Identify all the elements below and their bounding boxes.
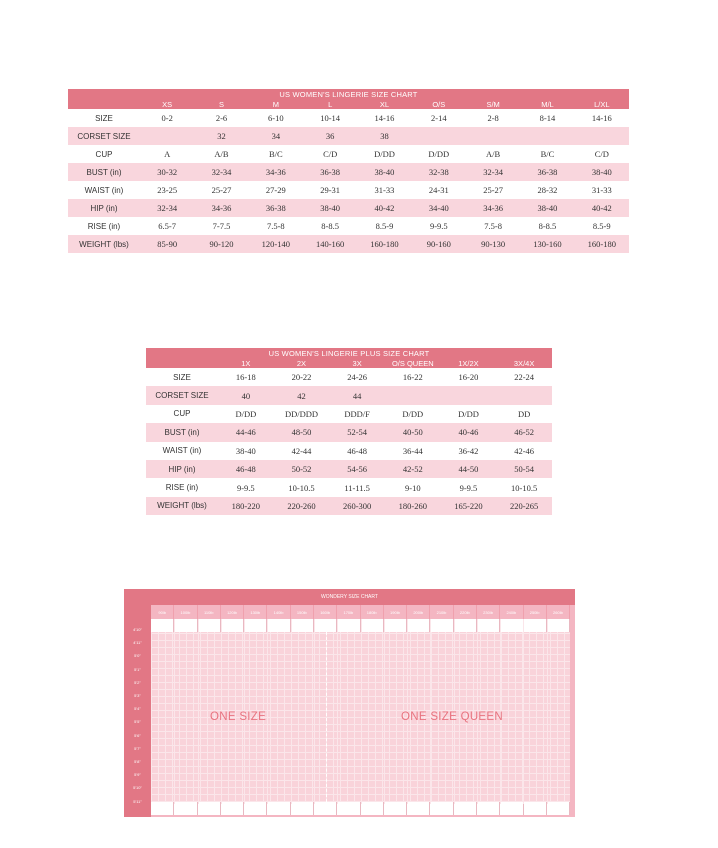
- table-cell: 120-140: [249, 235, 303, 253]
- grid-cell: [198, 802, 221, 815]
- table-cell: 7.5-8: [466, 217, 520, 235]
- grid-column-line: [361, 619, 362, 804]
- table-cell: 32-34: [466, 163, 520, 181]
- table-cell: 165-220: [441, 497, 497, 515]
- table-cell: 34-36: [194, 199, 248, 217]
- table-cell: 2-14: [412, 109, 466, 127]
- table-cell: 38-40: [357, 163, 411, 181]
- row-label: WEIGHT (lbs): [68, 235, 140, 253]
- table-cell: 9-10: [385, 478, 441, 496]
- height-row-label: 5'11": [133, 798, 142, 804]
- column-header: O/S: [412, 99, 466, 109]
- table-cell: 36: [303, 127, 357, 145]
- table-cell: 36-38: [520, 163, 574, 181]
- table-cell: 260-300: [329, 497, 385, 515]
- grid-cell: [198, 619, 221, 632]
- column-header: 1X: [218, 358, 274, 368]
- row-label: RISE (in): [146, 478, 218, 496]
- table-cell: 24-26: [329, 368, 385, 386]
- grid-cell: [267, 802, 290, 815]
- grid-cell: [547, 619, 570, 632]
- weight-column-header: 200lb: [407, 605, 430, 619]
- table-cell: 2-8: [466, 109, 520, 127]
- height-row-label: 5'7": [134, 745, 141, 751]
- lingerie-size-chart: [68, 89, 629, 253]
- grid-column-line: [314, 619, 315, 804]
- table-cell: [441, 386, 497, 404]
- weight-column-header: 230lb: [477, 605, 500, 619]
- table-cell: 34-36: [249, 163, 303, 181]
- table-cell: 180-220: [218, 497, 274, 515]
- table-cell: D/DD: [441, 405, 497, 423]
- table-cell: 160-180: [575, 235, 629, 253]
- table-cell: 42-46: [496, 442, 552, 460]
- grid-cell: [151, 619, 174, 632]
- table-cell: 36-44: [385, 442, 441, 460]
- table-cell: 34-40: [412, 199, 466, 217]
- table-cell: 23-25: [140, 181, 194, 199]
- weight-column-header: 220lb: [454, 605, 477, 619]
- table-cell: 90-160: [412, 235, 466, 253]
- table-cell: 20-22: [274, 368, 330, 386]
- weight-column-header: 100lb: [174, 605, 197, 619]
- table-cell: 32-34: [140, 199, 194, 217]
- one-size-queen-label: ONE SIZE QUEEN: [401, 711, 503, 723]
- row-label: BUST (in): [146, 423, 218, 441]
- grid-cell: [291, 802, 314, 815]
- column-header: 1X/2X: [441, 358, 497, 368]
- table-cell: 42-44: [274, 442, 330, 460]
- weight-column-header: 170lb: [337, 605, 360, 619]
- table-cell: 6.5-7: [140, 217, 194, 235]
- weight-column-header: 90lb: [151, 605, 174, 619]
- table-cell: 14-16: [575, 109, 629, 127]
- grid-cell: [244, 802, 267, 815]
- table-cell: 50-52: [274, 460, 330, 478]
- weight-column-header: 190lb: [384, 605, 407, 619]
- table-cell: 36-42: [441, 442, 497, 460]
- table-cell: 180-260: [385, 497, 441, 515]
- chart-title: US WOMEN'S LINGERIE PLUS SIZE CHART: [146, 348, 552, 358]
- table-cell: DD: [496, 405, 552, 423]
- table-cell: 14-16: [357, 109, 411, 127]
- grid-cell: [151, 802, 174, 815]
- table-cell: 32: [194, 127, 248, 145]
- grid-column-line: [384, 619, 385, 804]
- grid-cell: [524, 619, 547, 632]
- grid-cell: [430, 619, 453, 632]
- row-label: CORSET SIZE: [68, 127, 140, 145]
- column-header: S: [194, 99, 248, 109]
- table-cell: 10-10.5: [496, 478, 552, 496]
- table-cell: 32-38: [412, 163, 466, 181]
- table-cell: 8-8.5: [303, 217, 357, 235]
- height-row-label: 5'9": [134, 772, 141, 778]
- table-cell: 8.5-9: [575, 217, 629, 235]
- one-size-label: ONE SIZE: [210, 711, 267, 723]
- table-cell: 8-8.5: [520, 217, 574, 235]
- column-header: L/XL: [575, 99, 629, 109]
- grid-cell: [314, 802, 337, 815]
- table-cell: 140-160: [303, 235, 357, 253]
- column-header: XL: [357, 99, 411, 109]
- table-cell: D/DD: [218, 405, 274, 423]
- grid-column-line: [267, 619, 268, 804]
- table-cell: 28-32: [520, 181, 574, 199]
- grid-cell: [407, 619, 430, 632]
- table-cell: 40-50: [385, 423, 441, 441]
- table-cell: 46-48: [218, 460, 274, 478]
- plus-size-chart: [146, 348, 552, 515]
- table-cell: 2-6: [194, 109, 248, 127]
- header-corner: [68, 99, 140, 109]
- table-cell: 34: [249, 127, 303, 145]
- height-row-label: 5'6": [134, 732, 141, 738]
- grid-cell: [524, 802, 547, 815]
- row-label: BUST (in): [68, 163, 140, 181]
- grid-cell: [361, 802, 384, 815]
- table-cell: 44-46: [218, 423, 274, 441]
- table-cell: 38-40: [575, 163, 629, 181]
- table-cell: 0-2: [140, 109, 194, 127]
- weight-column-header: 210lb: [430, 605, 453, 619]
- table-cell: 10-14: [303, 109, 357, 127]
- table-cell: 46-52: [496, 423, 552, 441]
- table-cell: [466, 127, 520, 145]
- table-cell: 130-160: [520, 235, 574, 253]
- table-cell: 44-50: [441, 460, 497, 478]
- table-cell: 10-10.5: [274, 478, 330, 496]
- table-cell: 25-27: [466, 181, 520, 199]
- table-cell: A/B: [466, 145, 520, 163]
- weight-column-header: 150lb: [291, 605, 314, 619]
- grid-cell: [454, 619, 477, 632]
- table-cell: 25-27: [194, 181, 248, 199]
- height-row-label: 5'3": [134, 693, 141, 698]
- column-header: 3X/4X: [496, 358, 552, 368]
- table-cell: C/D: [575, 145, 629, 163]
- grid-cell: [384, 619, 407, 632]
- height-row-label: 5'0": [134, 653, 141, 659]
- grid-column-line: [523, 619, 524, 804]
- column-header: M/L: [520, 99, 574, 109]
- height-row-label: 4'11": [133, 640, 142, 646]
- table-cell: 36-38: [249, 199, 303, 217]
- grid-cell: [407, 802, 430, 815]
- grid-cell: [267, 619, 290, 632]
- row-label: CUP: [146, 405, 218, 423]
- table-cell: 29-31: [303, 181, 357, 199]
- table-cell: [520, 127, 574, 145]
- chart-title: US WOMEN'S LINGERIE SIZE CHART: [68, 89, 629, 99]
- row-label: WAIST (in): [146, 442, 218, 460]
- table-cell: 16-22: [385, 368, 441, 386]
- table-cell: 6-10: [249, 109, 303, 127]
- table-cell: 11-11.5: [329, 478, 385, 496]
- header-corner: [146, 358, 218, 368]
- grid-column-line: [198, 619, 199, 804]
- grid-column-line: [547, 619, 548, 804]
- column-header: 3X: [329, 358, 385, 368]
- table-cell: 16-18: [218, 368, 274, 386]
- table-cell: 50-54: [496, 460, 552, 478]
- row-label: WEIGHT (lbs): [146, 497, 218, 515]
- row-label: HIP (in): [68, 199, 140, 217]
- table-cell: 7-7.5: [194, 217, 248, 235]
- table-cell: 90-120: [194, 235, 248, 253]
- table-cell: [575, 127, 629, 145]
- table-cell: D/DD: [385, 405, 441, 423]
- column-header: M: [249, 99, 303, 109]
- chart-title: WONDERY SIZE CHART: [124, 589, 575, 605]
- weight-column-header: 180lb: [361, 605, 384, 619]
- table-cell: [412, 127, 466, 145]
- plus-size-table: [146, 358, 552, 515]
- table-cell: 52-54: [329, 423, 385, 441]
- size-table: [68, 99, 629, 253]
- table-cell: 44: [329, 386, 385, 404]
- table-cell: 38: [357, 127, 411, 145]
- height-row-label: 5'4": [134, 706, 141, 712]
- weight-column-header: 160lb: [314, 605, 337, 619]
- table-cell: D/DD: [357, 145, 411, 163]
- table-cell: B/C: [249, 145, 303, 163]
- weight-column-header: 250lb: [524, 605, 547, 619]
- grid-cell: [430, 802, 453, 815]
- row-label: HIP (in): [146, 460, 218, 478]
- table-cell: 31-33: [357, 181, 411, 199]
- weight-column-header: 110lb: [198, 605, 221, 619]
- table-cell: 40-46: [441, 423, 497, 441]
- table-cell: 9-9.5: [441, 478, 497, 496]
- grid-cell: [221, 802, 244, 815]
- table-cell: 38-40: [303, 199, 357, 217]
- height-row-label: 5'10": [133, 785, 142, 791]
- grid-cell: [314, 619, 337, 632]
- row-label: RISE (in): [68, 217, 140, 235]
- table-cell: 42-52: [385, 460, 441, 478]
- weight-header: [151, 605, 570, 619]
- row-label: WAIST (in): [68, 181, 140, 199]
- table-cell: 38-40: [520, 199, 574, 217]
- table-cell: 38-40: [218, 442, 274, 460]
- row-label: CORSET SIZE: [146, 386, 218, 404]
- table-cell: [140, 127, 194, 145]
- grid-cell: [500, 619, 523, 632]
- table-cell: 31-33: [575, 181, 629, 199]
- table-cell: 40-42: [575, 199, 629, 217]
- table-cell: 85-90: [140, 235, 194, 253]
- grid-cell: [291, 619, 314, 632]
- table-cell: D/DD: [412, 145, 466, 163]
- table-cell: A: [140, 145, 194, 163]
- table-cell: 16-20: [441, 368, 497, 386]
- table-cell: 9-9.5: [412, 217, 466, 235]
- table-cell: 90-130: [466, 235, 520, 253]
- column-header: 2X: [274, 358, 330, 368]
- zone-divider: [326, 632, 327, 802]
- table-cell: 48-50: [274, 423, 330, 441]
- grid-column-line: [174, 619, 175, 804]
- height-row-label: 5'5": [134, 719, 141, 725]
- wondery-size-chart: [124, 589, 575, 817]
- grid-cell: [244, 619, 267, 632]
- table-cell: 8-14: [520, 109, 574, 127]
- grid-cell: [477, 619, 500, 632]
- grid-cell: [454, 802, 477, 815]
- column-header: XS: [140, 99, 194, 109]
- table-cell: 40-42: [357, 199, 411, 217]
- table-cell: DD/DDD: [274, 405, 330, 423]
- table-cell: 9-9.5: [218, 478, 274, 496]
- table-cell: 46-48: [329, 442, 385, 460]
- table-cell: B/C: [520, 145, 574, 163]
- table-cell: 30-32: [140, 163, 194, 181]
- table-cell: 7.5-8: [249, 217, 303, 235]
- weight-column-header: 240lb: [500, 605, 523, 619]
- height-row-label: 4'10": [133, 627, 142, 632]
- grid-cell: [361, 619, 384, 632]
- grid-cell: [174, 802, 197, 815]
- grid-column-line: [291, 619, 292, 804]
- table-cell: [385, 386, 441, 404]
- table-cell: 54-56: [329, 460, 385, 478]
- grid-cell: [477, 802, 500, 815]
- grid-cell: [547, 802, 570, 815]
- grid-column-line: [337, 619, 338, 804]
- row-label: SIZE: [68, 109, 140, 127]
- weight-column-header: 130lb: [244, 605, 267, 619]
- height-column: [124, 605, 151, 817]
- table-cell: 32-34: [194, 163, 248, 181]
- table-cell: 8.5-9: [357, 217, 411, 235]
- row-label: CUP: [68, 145, 140, 163]
- table-cell: 22-24: [496, 368, 552, 386]
- height-row-label: 5'1": [134, 666, 141, 672]
- height-row-label: 5'2": [134, 679, 141, 685]
- table-cell: 27-29: [249, 181, 303, 199]
- weight-column-header: 260lb: [547, 605, 570, 619]
- weight-column-header: 120lb: [221, 605, 244, 619]
- column-header: O/S QUEEN: [385, 358, 441, 368]
- height-row-label: 5'8": [134, 759, 141, 764]
- grid-cell: [174, 619, 197, 632]
- table-cell: 24-31: [412, 181, 466, 199]
- table-cell: [496, 386, 552, 404]
- grid-cell: [500, 802, 523, 815]
- table-cell: 36-38: [303, 163, 357, 181]
- table-cell: 42: [274, 386, 330, 404]
- table-cell: A/B: [194, 145, 248, 163]
- grid-cell: [221, 619, 244, 632]
- table-cell: 40: [218, 386, 274, 404]
- row-label: SIZE: [146, 368, 218, 386]
- table-cell: 220-265: [496, 497, 552, 515]
- table-cell: 220-260: [274, 497, 330, 515]
- column-header: L: [303, 99, 357, 109]
- table-cell: 34-36: [466, 199, 520, 217]
- weight-column-header: 140lb: [267, 605, 290, 619]
- grid-cell: [337, 619, 360, 632]
- grid-cell: [384, 802, 407, 815]
- grid-cell: [337, 802, 360, 815]
- table-cell: C/D: [303, 145, 357, 163]
- table-cell: DDD/F: [329, 405, 385, 423]
- table-cell: 160-180: [357, 235, 411, 253]
- column-header: S/M: [466, 99, 520, 109]
